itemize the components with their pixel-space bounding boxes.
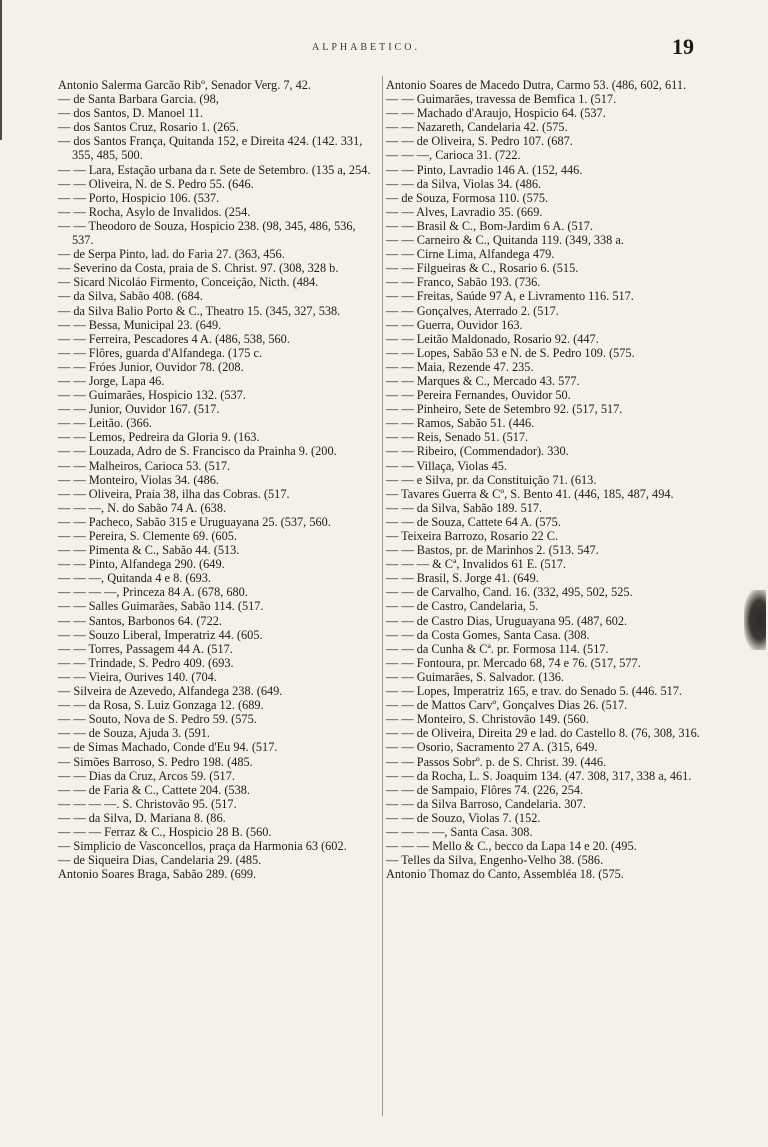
directory-entry: Antonio Soares Braga, Sabão 289. (699.: [58, 867, 257, 882]
directory-entry: — — de Faria & C., Cattete 204. (538.: [58, 782, 250, 797]
directory-entry: — — Marques & C., Mercado 43. 577.: [386, 373, 580, 388]
left-column: [58, 78, 380, 881]
directory-entry: — de Simas Machado, Conde d'Eu 94. (517.: [58, 740, 278, 755]
directory-entry: — — Guimarães, Hospicio 132. (537.: [58, 388, 246, 403]
directory-entry: — — Osorio, Sacramento 27 A. (315, 649.: [386, 740, 598, 755]
directory-entry: — de Souza, Formosa 110. (575.: [386, 190, 549, 205]
directory-entry: — — Freitas, Saúde 97 A, e Livramento 116. 517.: [386, 289, 634, 304]
directory-entry: — — — —. S. Christovão 95. (517.: [58, 796, 237, 811]
directory-entry: — — Bastos, pr. de Marinhos 2. (513. 547.: [386, 543, 599, 558]
directory-entry: — — Brasil & C., Bom-Jardim 6 A. (517.: [386, 218, 593, 233]
directory-entry: — Silveira de Azevedo, Alfandega 238. (649.: [58, 684, 283, 699]
directory-entry: — — Pimenta & C., Sabão 44. (513.: [58, 543, 240, 558]
directory-entry: — — Brasil, S. Jorge 41. (649.: [386, 571, 539, 586]
directory-entry: — — Jorge, Lapa 46.: [58, 373, 165, 388]
directory-entry: — — — Mello & C., becco da Lapa 14 e 20. (495.: [386, 839, 637, 854]
directory-entry: — — Vieira, Ourives 140. (704.: [58, 669, 217, 684]
directory-entry: — — Ramos, Sabão 51. (446.: [386, 416, 535, 431]
directory-entry: — — da Silva, Violas 34. (486.: [386, 176, 542, 191]
directory-entry: — — Monteiro, Violas 34. (486.: [58, 472, 219, 487]
directory-entry: — — Lopes, Sabão 53 e N. de S. Pedro 109. (575.: [386, 345, 635, 360]
directory-entry: — — —, Quitanda 4 e 8. (693.: [58, 571, 212, 586]
directory-entry: — — Oliveira, N. de S. Pedro 55. (646.: [58, 176, 254, 191]
directory-entry: — — Torres, Passagem 44 A. (517.: [58, 641, 233, 656]
directory-entry: — Simplicio de Vasconcellos, praça da Harmonia 63 (602.: [58, 839, 347, 854]
directory-entry: — — —, N. do Sabão 74 A. (638.: [58, 500, 227, 515]
directory-entry: — — de Mattos Carvº, Gonçalves Dias 26. (517.: [386, 698, 628, 713]
directory-entry: — dos Santos, D. Manoel 11.: [58, 106, 204, 121]
directory-entry: — Tavares Guerra & Cº, S. Bento 41. (446, 185, 487, 494.: [386, 486, 674, 501]
directory-entry: — — Oliveira, Praia 38, ilha das Cobras. (517.: [58, 486, 290, 501]
directory-entry: — — Junior, Ouvidor 167. (517.: [58, 402, 220, 417]
directory-entry: — — Guimarães, S. Salvador. (136.: [386, 669, 564, 684]
directory-entry: — — Ferreira, Pescadores 4 A. (486, 538, 560.: [58, 331, 290, 346]
directory-entry: — — Bessa, Municipal 23. (649.: [58, 317, 222, 332]
directory-entry: — — Filgueiras & C., Rosario 6. (515.: [386, 261, 579, 276]
directory-entry: — — da Costa Gomes, Santa Casa. (308.: [386, 627, 590, 642]
directory-entry: — de Siqueira Dias, Candelaria 29. (485.: [58, 853, 262, 868]
directory-entry: — — Dias da Cruz, Arcos 59. (517.: [58, 768, 235, 783]
directory-entry: — — de Souza, Cattete 64 A. (575.: [386, 514, 561, 529]
directory-entry: — da Silva, Sabão 408. (684.: [58, 289, 203, 304]
directory-entry: — — da Silva, Sabão 189. 517.: [386, 500, 543, 515]
directory-entry: — — Carneiro & C., Quitanda 119. (349, 338 a.: [386, 233, 624, 248]
directory-entry: — — Souto, Nova de S. Pedro 59. (575.: [58, 712, 257, 727]
page-number: 19: [672, 34, 694, 59]
directory-entry: — — Fróes Junior, Ouvidor 78. (208.: [58, 359, 244, 374]
directory-entry: Antonio Salerma Garcão Ribº, Senador Verg. 7, 42.: [58, 78, 312, 92]
directory-entry: — — e Silva, pr. da Constituição 71. (613.: [386, 472, 597, 487]
directory-entry: — — Nazareth, Candelaria 42. (575.: [386, 120, 568, 135]
directory-entry: — — — —, Princeza 84 A. (678, 680.: [58, 585, 248, 600]
directory-entry: — — Salles Guimarães, Sabão 114. (517.: [58, 599, 264, 614]
directory-entry: — — Cirne Lima, Alfandega 479.: [386, 247, 555, 262]
directory-entry: — — Theodoro de Souza, Hospicio 238. (98, 345, 486, 536, 537.: [58, 218, 356, 248]
directory-entry: — — Guerra, Ouvidor 163.: [386, 317, 523, 332]
directory-entry: — — Malheiros, Carioca 53. (517.: [58, 458, 231, 473]
page-header: [0, 34, 768, 66]
directory-entry: — — Fontoura, pr. Mercado 68, 74 e 76. (517, 577.: [386, 655, 641, 670]
directory-entry: — — de Souza, Ajuda 3. (591.: [58, 726, 210, 741]
directory-entry: — — Pinto, Lavradio 146 A. (152, 446.: [386, 162, 583, 177]
directory-entry: — — —, Carioca 31. (722.: [386, 148, 521, 163]
directory-entry: — — Lara, Estação urbana da r. Sete de Setembro. (135 a, 254.: [58, 162, 371, 177]
directory-entry: — — Alves, Lavradio 35. (669.: [386, 204, 543, 219]
column-divider: [382, 76, 383, 1116]
directory-entry: — — Lemos, Pedreira da Gloria 9. (163.: [58, 430, 260, 445]
directory-entry: — — de Castro Dias, Uruguayana 95. (487, 602.: [386, 613, 628, 628]
directory-entry: Antonio Thomaz do Canto, Assembléa 18. (575.: [386, 867, 624, 882]
directory-entry: — — Louzada, Adro de S. Francisco da Prainha 9. (200.: [58, 444, 337, 459]
directory-entry: — — Pereira Fernandes, Ouvidor 50.: [386, 388, 571, 403]
page-edge-blot: [744, 590, 766, 650]
directory-entry: — de Santa Barbara Garcia. (98,: [58, 92, 219, 107]
directory-entry: — — Pinto, Alfandega 290. (649.: [58, 557, 225, 572]
directory-entry: — — Monteiro, S. Christovão 149. (560.: [386, 712, 589, 727]
directory-entry: — — da Rosa, S. Luiz Gonzaga 12. (689.: [58, 698, 264, 713]
directory-entry: — de Serpa Pinto, lad. do Faria 27. (363, 456.: [58, 247, 285, 262]
directory-entry: — — Leitão Maldonado, Rosario 92. (447.: [386, 331, 599, 346]
directory-entry: — — Leitão. (366.: [58, 416, 152, 431]
directory-entry: — — Passos Sobrº. p. de S. Christ. 39. (446.: [386, 754, 607, 769]
directory-entry: — — — —, Santa Casa. 308.: [386, 824, 533, 839]
directory-entry: — da Silva Balio Porto & C., Theatro 15. (345, 327, 538.: [58, 303, 341, 318]
directory-entry: — — Reis, Senado 51. (517.: [386, 430, 529, 445]
directory-entry: — Sicard Nicoláo Firmento, Conceição, Nicth. (484.: [58, 275, 319, 290]
right-column: [386, 78, 712, 881]
directory-entry: — — Ribeiro, (Commendador). 330.: [386, 444, 569, 459]
directory-entry: — — Flôres, guarda d'Alfandega. (175 c.: [58, 345, 263, 360]
directory-entry: — — Lopes, Imperatriz 165, e trav. do Senado 5. (446. 517.: [386, 684, 682, 699]
directory-entry: — — de Oliveira, Direita 29 e lad. do Castello 8. (76, 308, 316.: [386, 726, 700, 741]
directory-entry: — — de Souzo, Violas 7. (152.: [386, 810, 541, 825]
directory-entry: — dos Santos França, Quitanda 152, e Direita 424. (142. 331, 355, 485, 500.: [58, 134, 363, 163]
directory-entry: — dos Santos Cruz, Rosario 1. (265.: [58, 120, 239, 135]
directory-entry: — — Franco, Sabão 193. (736.: [386, 275, 541, 290]
directory-entry: — — Machado d'Araujo, Hospicio 64. (537.: [386, 106, 606, 121]
directory-entry: — — Pinheiro, Sete de Setembro 92. (517, 517.: [386, 402, 623, 417]
directory-entry: — — de Castro, Candelaria, 5.: [386, 599, 539, 614]
directory-entry: Antonio Soares de Macedo Dutra, Carmo 53. (486, 602, 611.: [386, 78, 687, 92]
directory-entry: — — Gonçalves, Aterrado 2. (517.: [386, 303, 559, 318]
directory-entry: — — Pacheco, Sabão 315 e Uruguayana 25. (537, 560.: [58, 514, 331, 529]
binding-edge: [0, 0, 8, 140]
directory-entry: — Telles da Silva, Engenho-Velho 38. (586.: [386, 853, 604, 868]
directory-entry: — Severino da Costa, praia de S. Christ. 97. (308, 328 b.: [58, 261, 339, 276]
directory-entry: — — Villaça, Violas 45.: [386, 458, 508, 473]
directory-entry: — — de Carvalho, Cand. 16. (332, 495, 502, 525.: [386, 585, 633, 600]
directory-entry: — — de Oliveira, S. Pedro 107. (687.: [386, 134, 573, 149]
directory-entry: — Simões Barroso, S. Pedro 198. (485.: [58, 754, 253, 769]
directory-entry: — — Souzo Liberal, Imperatriz 44. (605.: [58, 627, 263, 642]
directory-entry: — — Rocha, Asylo de Invalidos. (254.: [58, 204, 251, 219]
directory-entry: — — da Silva, D. Mariana 8. (86.: [58, 810, 226, 825]
directory-entry: — Teixeira Barrozo, Rosario 22 C.: [386, 529, 559, 543]
directory-entry: — — de Sampaio, Flôres 74. (226, 254.: [386, 782, 584, 797]
directory-entry: — — — Ferraz & C., Hospicio 28 B. (560.: [58, 824, 272, 839]
directory-entry: — — Trindade, S. Pedro 409. (693.: [58, 655, 234, 670]
directory-entry: — — da Cunha & Cª. pr. Formosa 114. (517.: [386, 641, 609, 656]
directory-entry: — — — & Cª, Invalidos 61 E. (517.: [386, 557, 566, 572]
directory-entry: — — Santos, Barbonos 64. (722.: [58, 613, 222, 628]
directory-entry: — — da Silva Barroso, Candelaria. 307.: [386, 796, 586, 811]
directory-entry: — — Guimarães, travessa de Bemfica 1. (517.: [386, 92, 617, 107]
directory-entry: — — Maia, Rezende 47. 235.: [386, 359, 534, 374]
directory-entry: — — Pereira, S. Clemente 69. (605.: [58, 529, 237, 543]
directory-entry: — — Porto, Hospicio 106. (537.: [58, 190, 220, 205]
directory-entry: — — da Rocha, L. S. Joaquim 134. (47. 308, 317, 338 a, 461.: [386, 768, 692, 783]
running-head: ALPHABETICO.: [312, 42, 420, 53]
